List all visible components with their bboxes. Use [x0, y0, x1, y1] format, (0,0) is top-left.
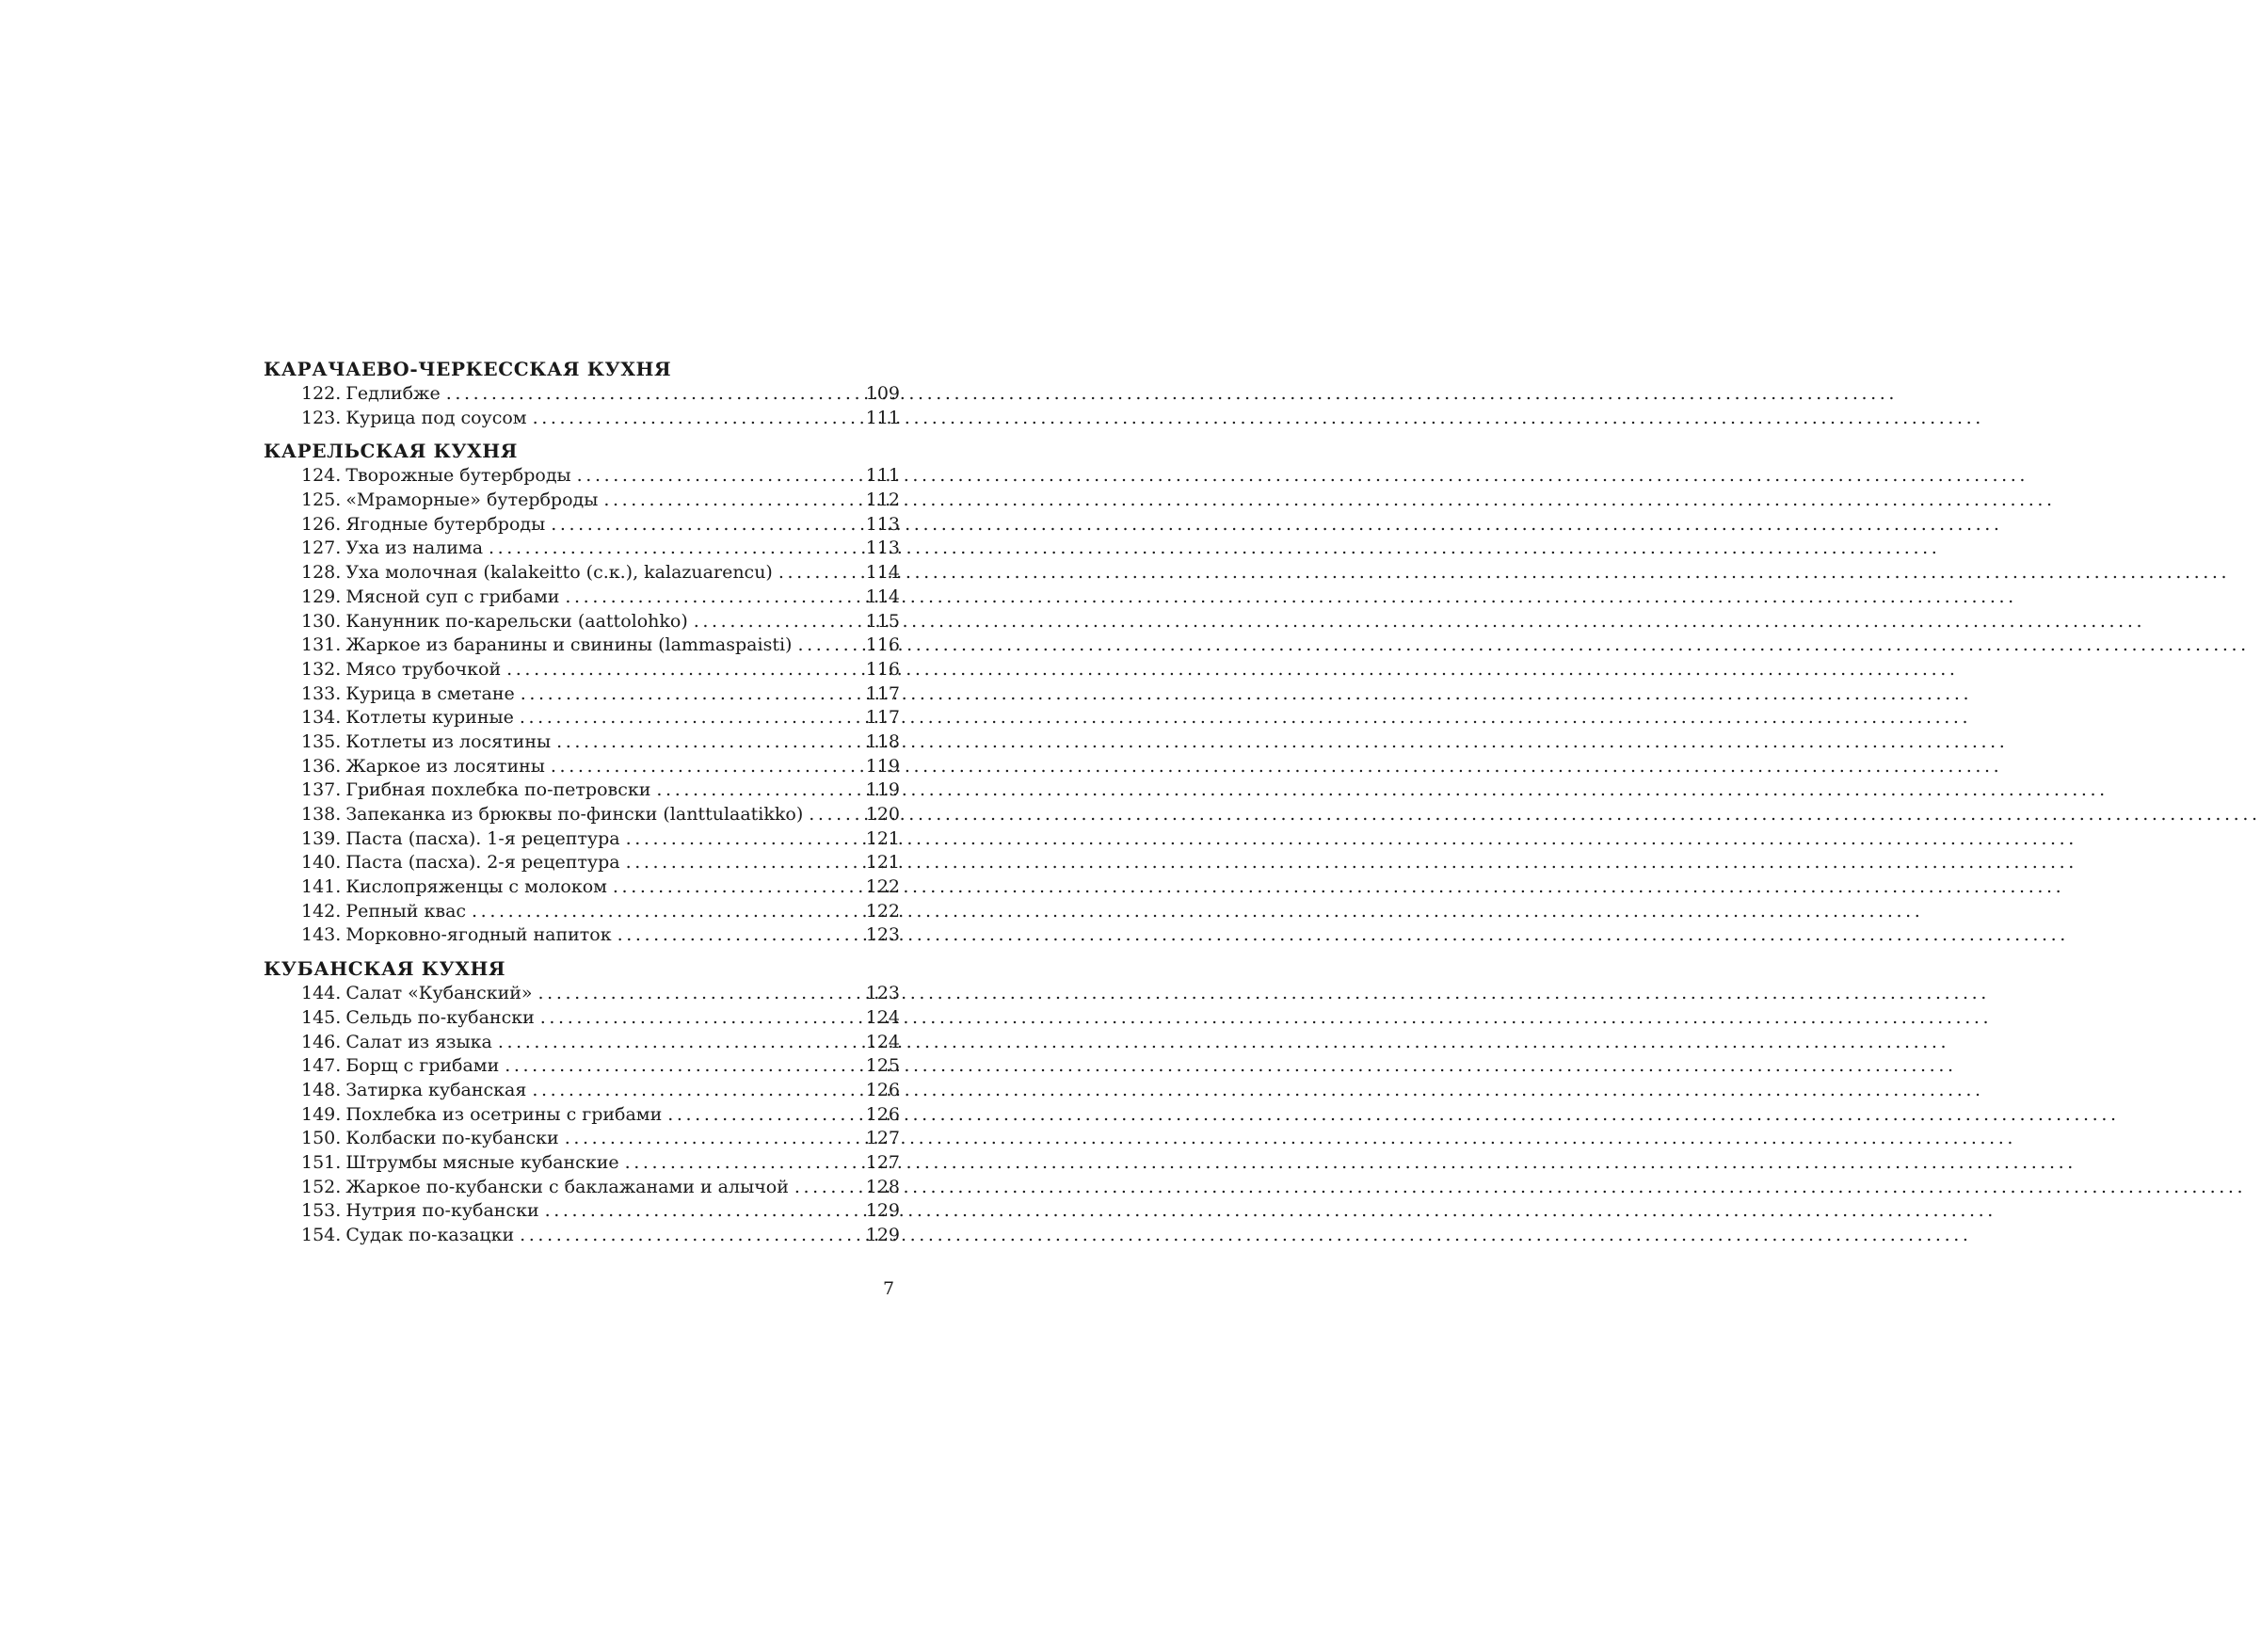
entry-page: 120: [865, 804, 900, 825]
entry-title: Морковно-ягодный напиток: [345, 924, 612, 946]
toc-entry: [264, 561, 900, 585]
entry-page: 124: [865, 1031, 900, 1052]
toc-entry: [264, 1127, 900, 1151]
entry-title: Штрумбы мясные кубанские: [345, 1151, 619, 1173]
entry-page: 121: [865, 852, 900, 874]
entry-page: 111: [865, 407, 900, 428]
dot-leader: [514, 1224, 864, 1248]
dot-leader: [559, 585, 863, 610]
section-title: КАРАЧАЕВО-ЧЕРКЕССКАЯ КУХНЯ: [264, 358, 672, 380]
dot-leader: [773, 561, 864, 585]
toc-entry: [264, 537, 900, 561]
entry-title: Колбаски по-кубански: [345, 1128, 559, 1149]
entry-number: 131.: [301, 634, 342, 656]
entry-title: Борщ с грибами: [345, 1055, 500, 1077]
toc-entry: [264, 1151, 900, 1176]
dot-leader: [501, 658, 864, 682]
entry-title: Сельдь по-кубански: [345, 1006, 535, 1028]
dot-leader: [571, 464, 864, 489]
entry-title: Уха молочная (kalakeitto (с.к.), kalazuarencu): [345, 562, 773, 584]
toc-entry: [264, 634, 900, 658]
entry-page: 129: [865, 1200, 900, 1222]
section-karachay-cherkess: [264, 356, 900, 430]
entry-page: 129: [865, 1225, 900, 1245]
toc-entry: [264, 585, 900, 610]
entry-page: 111: [865, 465, 900, 487]
entry-number: 129.: [301, 585, 342, 607]
entry-page: 113: [865, 513, 900, 535]
entry-number: 141.: [301, 876, 342, 898]
section-title: КАРЕЛЬСКАЯ КУХНЯ: [264, 440, 519, 463]
entry-number: 151.: [301, 1151, 342, 1173]
entry-page: 116: [865, 634, 900, 656]
entry-page: 119: [865, 779, 900, 801]
dot-leader: [620, 827, 864, 852]
entry-title: Похлебка из осетрины с грибами: [345, 1103, 663, 1125]
entry-title: Жаркое по-кубански с баклажанами и алычой: [345, 1176, 789, 1197]
entry-title: Котлеты из лосятины: [345, 730, 552, 752]
entry-page: 112: [865, 489, 900, 511]
entry-page: 116: [865, 658, 900, 680]
toc-entry: [264, 1176, 900, 1200]
entry-title: Ягодные бутерброды: [345, 513, 546, 535]
dot-leader: [515, 682, 864, 707]
dot-leader: [499, 1054, 863, 1079]
entry-page: 121: [865, 827, 900, 849]
dot-leader: [514, 706, 864, 730]
entry-number: 145.: [301, 1006, 342, 1028]
entry-title: Нутрия по-кубански: [345, 1200, 539, 1222]
toc-entry: [264, 755, 900, 779]
entry-number: 140.: [301, 852, 342, 874]
dot-leader: [559, 1127, 864, 1151]
entry-title: Мясо трубочкой: [345, 658, 502, 680]
entry-number: 146.: [301, 1031, 342, 1052]
entry-page: 118: [865, 730, 900, 752]
dot-leader: [607, 875, 864, 900]
dot-leader: [545, 755, 864, 779]
toc-entry: [264, 682, 900, 707]
entry-number: 123.: [301, 407, 342, 428]
entry-number: 126.: [301, 513, 342, 535]
toc-entry: [264, 1079, 900, 1103]
dot-leader: [598, 489, 863, 513]
toc-entry: [264, 803, 900, 827]
toc-entry: [264, 513, 900, 537]
toc-entry: [264, 827, 900, 852]
entry-number: 130.: [301, 610, 342, 632]
toc-entry: [264, 407, 900, 431]
dot-leader: [533, 982, 864, 1006]
entry-number: 124.: [301, 465, 342, 487]
entry-number: 149.: [301, 1103, 342, 1125]
section-kuban: [264, 955, 900, 1248]
entry-title: Паста (пасха). 2-я рецептура: [345, 852, 620, 874]
entry-number: 142.: [301, 900, 342, 922]
entry-page: 119: [865, 755, 900, 777]
entry-number: 132.: [301, 658, 342, 680]
entry-number: 137.: [301, 779, 342, 801]
dot-leader: [789, 1176, 864, 1200]
dot-leader: [803, 803, 863, 827]
entry-page: 109: [865, 383, 900, 404]
entry-page: 115: [865, 610, 900, 632]
dot-leader: [527, 407, 864, 431]
entry-number: 154.: [301, 1225, 342, 1245]
dot-leader: [612, 923, 864, 948]
entry-page: 114: [865, 585, 900, 607]
dot-leader: [619, 1151, 864, 1176]
entry-number: 144.: [301, 983, 342, 1004]
entry-title: Канунник по-карельски (aattolohko): [345, 610, 688, 632]
dot-leader: [526, 1079, 863, 1103]
entry-title: Жаркое из лосятины: [345, 755, 545, 777]
entry-page: 123: [865, 983, 900, 1004]
entry-page: 117: [865, 682, 900, 704]
entry-page: 127: [865, 1128, 900, 1149]
entry-number: 127.: [301, 537, 342, 559]
entry-page: 117: [865, 707, 900, 729]
entry-page: 126: [865, 1103, 900, 1125]
entry-title: Курица под соусом: [345, 407, 527, 428]
toc-entry: [264, 1006, 900, 1031]
entry-title: Паста (пасха). 1-я рецептура: [345, 827, 620, 849]
toc-entry: [264, 489, 900, 513]
entry-title: Салат «Кубанский»: [345, 983, 533, 1004]
toc-entry: [264, 1224, 900, 1248]
dot-leader: [620, 851, 864, 875]
toc-entry: [264, 1054, 900, 1079]
entry-title: Репный квас: [345, 900, 467, 922]
dot-leader: [650, 778, 863, 803]
entry-number: 152.: [301, 1176, 342, 1197]
entry-page: 125: [865, 1055, 900, 1077]
entry-title: Уха из налима: [345, 537, 484, 559]
entry-title: Кислопряженцы с молоком: [345, 876, 607, 898]
toc-entry: [264, 875, 900, 900]
toc-entry: [264, 382, 900, 407]
entry-number: 136.: [301, 755, 342, 777]
entry-page: 122: [865, 876, 900, 898]
toc-entry: [264, 1031, 900, 1055]
toc-entry: [264, 464, 900, 489]
dot-leader: [688, 610, 864, 634]
entry-title: Запеканка из брюквы по-фински (lanttulaatikko): [345, 804, 804, 825]
dot-leader: [535, 1006, 864, 1031]
toc-entry: [264, 778, 900, 803]
entry-number: 150.: [301, 1128, 342, 1149]
entry-number: 143.: [301, 924, 342, 946]
entry-title: Мясной суп с грибами: [345, 585, 560, 607]
dot-leader: [466, 900, 864, 924]
entry-number: 125.: [301, 489, 342, 511]
entry-number: 138.: [301, 804, 342, 825]
toc-entry: [264, 900, 900, 924]
toc-entry: [264, 1199, 900, 1224]
toc-entry: [264, 923, 900, 948]
table-of-contents: [264, 356, 900, 1248]
entry-number: 128.: [301, 562, 342, 584]
entry-page: 113: [865, 537, 900, 559]
entry-page: 114: [865, 562, 900, 584]
dot-leader: [551, 730, 864, 755]
toc-entry: [264, 982, 900, 1006]
toc-entry: [264, 706, 900, 730]
toc-entry: [264, 1103, 900, 1128]
entry-page: 127: [865, 1151, 900, 1173]
section-karelian: [264, 438, 900, 948]
toc-entry: [264, 658, 900, 682]
entry-title: Судак по-казацки: [345, 1225, 515, 1245]
entry-page: 123: [865, 924, 900, 946]
entry-title: Гедлибже: [345, 383, 441, 404]
dot-leader: [662, 1103, 863, 1128]
entry-number: 135.: [301, 730, 342, 752]
dot-leader: [483, 537, 864, 561]
entry-number: 122.: [301, 383, 342, 404]
toc-entry: [264, 730, 900, 755]
dot-leader: [441, 382, 864, 407]
section-title: КУБАНСКАЯ КУХНЯ: [264, 957, 506, 981]
dot-leader: [792, 634, 863, 658]
page-number: 7: [883, 1278, 895, 1299]
dot-leader: [545, 513, 864, 537]
entry-title: «Мраморные» бутерброды: [345, 489, 599, 511]
entry-title: Котлеты куриные: [345, 707, 514, 729]
entry-title: Затирка кубанская: [345, 1079, 527, 1100]
entry-number: 134.: [301, 707, 342, 729]
entry-title: Жаркое из баранины и свинины (lammaspaisti): [345, 634, 793, 656]
entry-number: 139.: [301, 827, 342, 849]
dot-leader: [539, 1199, 864, 1224]
entry-page: 124: [865, 1006, 900, 1028]
entry-number: 133.: [301, 682, 342, 704]
entry-title: Курица в сметане: [345, 682, 515, 704]
entry-number: 148.: [301, 1079, 342, 1100]
entry-page: 122: [865, 900, 900, 922]
entry-page: 128: [865, 1176, 900, 1197]
entry-number: 153.: [301, 1200, 342, 1222]
entry-number: 147.: [301, 1055, 342, 1077]
entry-title: Творожные бутерброды: [345, 465, 571, 487]
entry-title: Грибная похлебка по-петровски: [345, 779, 651, 801]
entry-page: 126: [865, 1079, 900, 1100]
toc-entry: [264, 851, 900, 875]
dot-leader: [492, 1031, 864, 1055]
toc-entry: [264, 610, 900, 634]
entry-title: Салат из языка: [345, 1031, 492, 1052]
